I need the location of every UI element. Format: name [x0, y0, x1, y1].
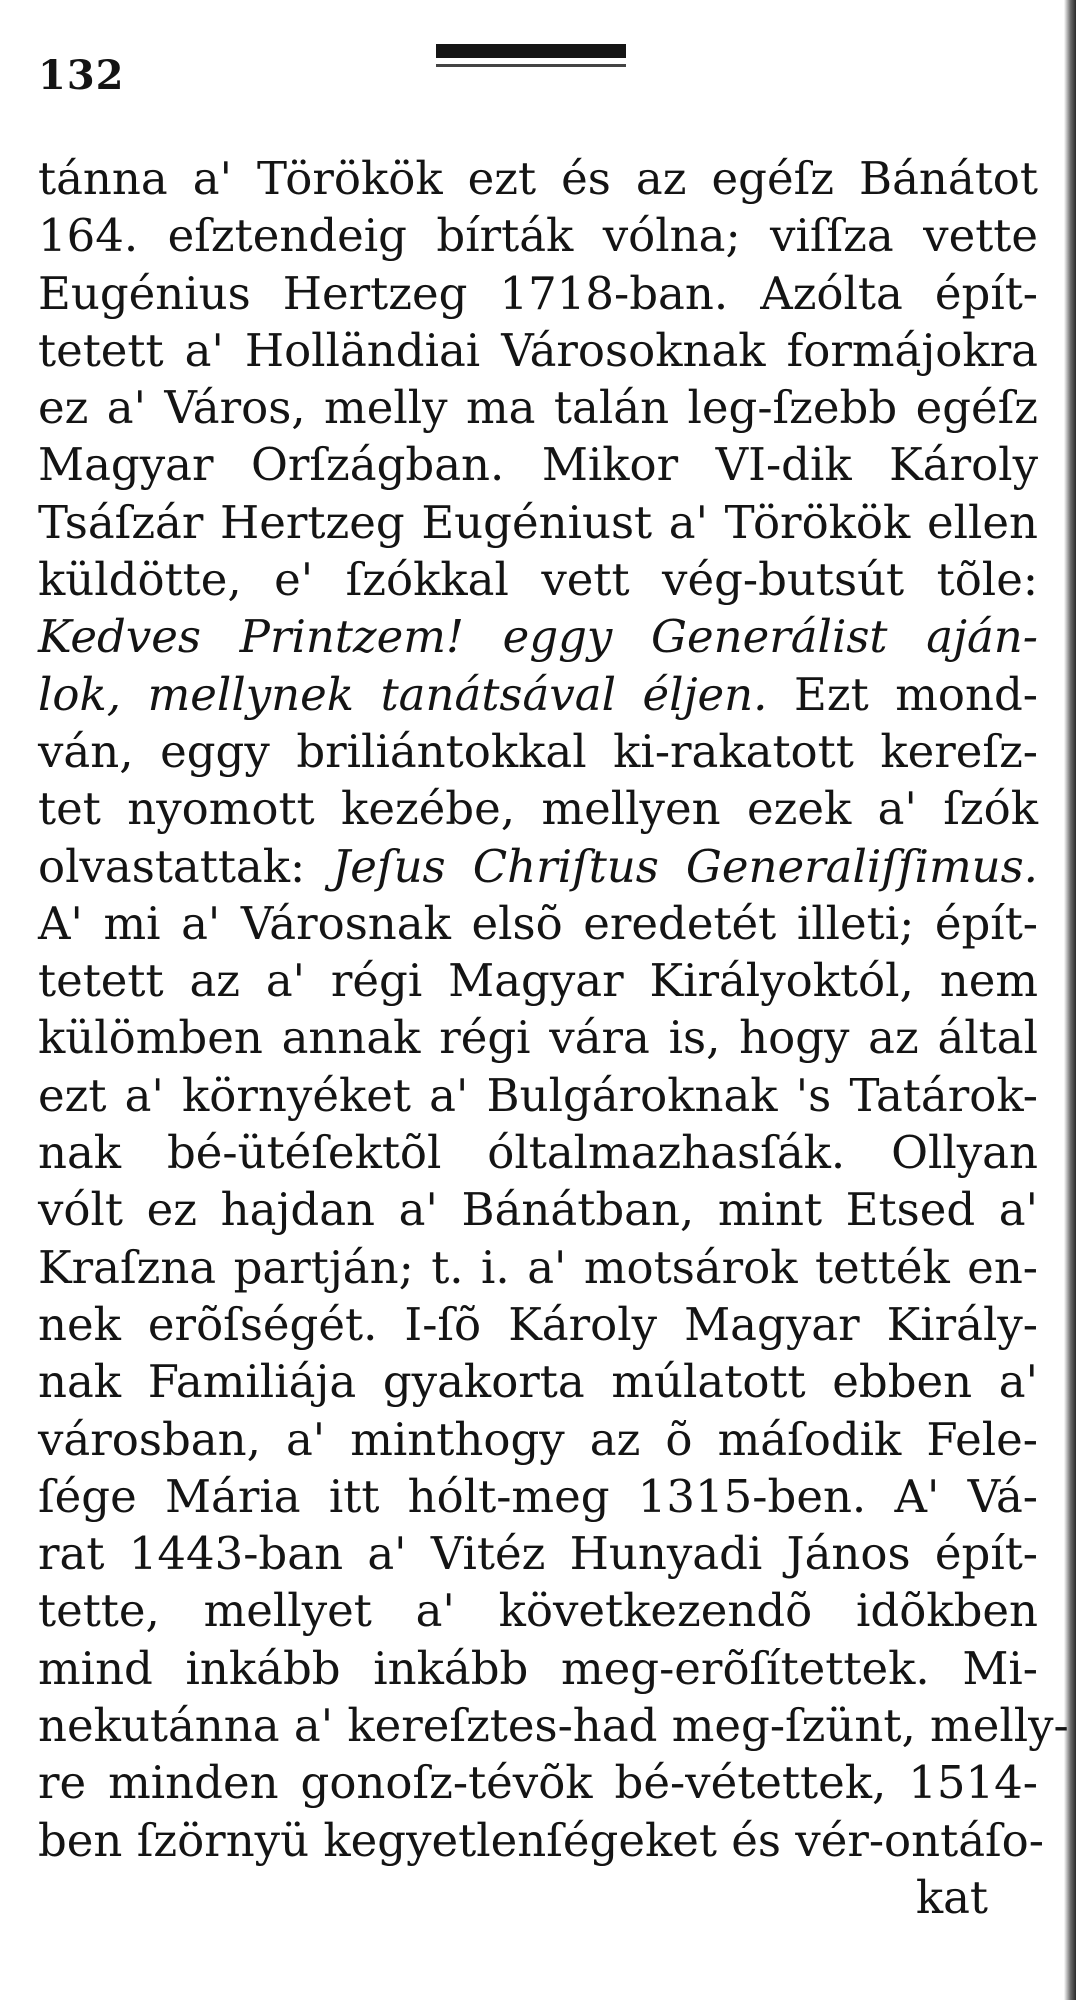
text-run: tetett a' Holländiai Városoknak formájokra: [38, 323, 1038, 377]
text-run: ván, eggy briliántokkal ki-rakatott kereſz-: [38, 724, 1038, 778]
text-run: re minden gonoſz-tévõk bé-vétettek, 1514-: [38, 1756, 1038, 1810]
text-run: ben ſzörnyü kegyetlenſégeket és vér-ontáſo-: [38, 1813, 1044, 1867]
text-run: Ezt mond-: [767, 667, 1039, 721]
italic-run: Kedves Printzem! eggy Generálist aján-: [38, 610, 1038, 664]
text-run: Tsáſzár Hertzeg Eugéniust a' Törökök ellen: [38, 495, 1038, 549]
text-run: tet nyomott kezébe, mellyen ezek a' ſzók: [38, 782, 1038, 836]
text-line: [38, 1754, 1038, 1811]
text-line: [38, 1296, 1038, 1353]
text-run: ez a' Város, melly ma talán leg-ſzebb egéſz: [38, 381, 1038, 435]
text-run: vólt ez hajdan a' Bánátban, mint Etsed a': [38, 1183, 1038, 1237]
text-run: tánna a' Törökök ezt és az egéſz Bánátot: [38, 152, 1038, 205]
text-line: [38, 723, 1038, 780]
text-line: [38, 1067, 1038, 1124]
text-line: [38, 436, 1038, 493]
text-run: tette, mellyet a' következendõ idõkben: [38, 1584, 1038, 1638]
text-run: 164. eſztendeig bírták vólna; viſſza vette: [38, 209, 1038, 263]
page-number: 132: [38, 52, 125, 99]
text-line: [38, 1697, 1069, 1754]
catchword: kat: [915, 1870, 988, 1924]
header-rule: [436, 44, 626, 58]
text-line: [38, 494, 1038, 551]
text-run: olvastattak:: [38, 839, 333, 893]
text-run: ezt a' környéket a' Bulgároknak 's Tatárok-: [38, 1068, 1038, 1122]
text-run: Eugénius Hertzeg 1718-ban. Azólta épít-: [38, 266, 1038, 320]
text-run: mind inkább inkább meg-erõſítettek. Mi-: [38, 1641, 1038, 1695]
body-text: [38, 150, 1069, 1926]
text-line: [38, 1468, 1038, 1525]
text-line: [38, 207, 1038, 264]
text-run: nak bé-ütéſektõl óltalmazhasſák. Ollyan: [38, 1126, 1038, 1180]
text-line: [38, 608, 1038, 665]
text-run: tetett az a' régi Magyar Királyoktól, nem: [38, 954, 1038, 1008]
text-line: [38, 322, 1038, 379]
italic-run: lok, mellynek tanátsával éljen.: [38, 667, 768, 721]
italic-run: Jeſus Chriſtus Generaliſſimus.: [332, 839, 1038, 893]
text-run: nak Familiája gyakorta múlatott ebben a': [38, 1355, 1038, 1409]
text-line: [38, 1812, 1044, 1869]
text-line: [38, 1582, 1038, 1639]
text-line: [38, 1239, 1038, 1296]
text-run: nekutánna a' kereſztes-had meg-ſzünt, melly-: [38, 1699, 1069, 1753]
text-line: [38, 895, 1038, 952]
text-run: Magyar Orſzágban. Mikor VI-dik Károly: [38, 438, 1038, 492]
text-run: ſége Mária itt hólt-meg 1315-ben. A' Vá-: [38, 1469, 1038, 1523]
text-run: nek erõſségét. I-ſõ Károly Magyar Király-: [38, 1297, 1038, 1351]
text-line: [38, 379, 1038, 436]
text-run: városban, a' minthogy az õ máſodik Fele-: [38, 1412, 1038, 1466]
text-line: [38, 1640, 1038, 1697]
text-line: [38, 1124, 1038, 1181]
text-line: [38, 1525, 1038, 1582]
text-line: [38, 150, 1038, 207]
text-line: [38, 780, 1038, 837]
text-line: [38, 952, 1038, 1009]
text-run: rat 1443-ban a' Vitéz Hunyadi János épít-: [38, 1527, 1038, 1581]
text-run: külömben annak régi vára is, hogy az által: [38, 1011, 1038, 1065]
text-line: [38, 838, 1038, 895]
text-line: [38, 1353, 1038, 1410]
text-run: Kraſzna partján; t. i. a' motsárok tették en-: [38, 1240, 1038, 1294]
text-line: [38, 1411, 1038, 1468]
text-run: A' mi a' Városnak elsõ eredetét illeti; épít-: [38, 896, 1038, 950]
text-line: [38, 1009, 1038, 1066]
text-line: [38, 1181, 1038, 1238]
text-line: [38, 666, 1038, 723]
text-line: [38, 551, 1038, 608]
text-line: [38, 265, 1038, 322]
text-run: küldötte, e' ſzókkal vett vég-butsút tõle:: [38, 553, 1038, 607]
